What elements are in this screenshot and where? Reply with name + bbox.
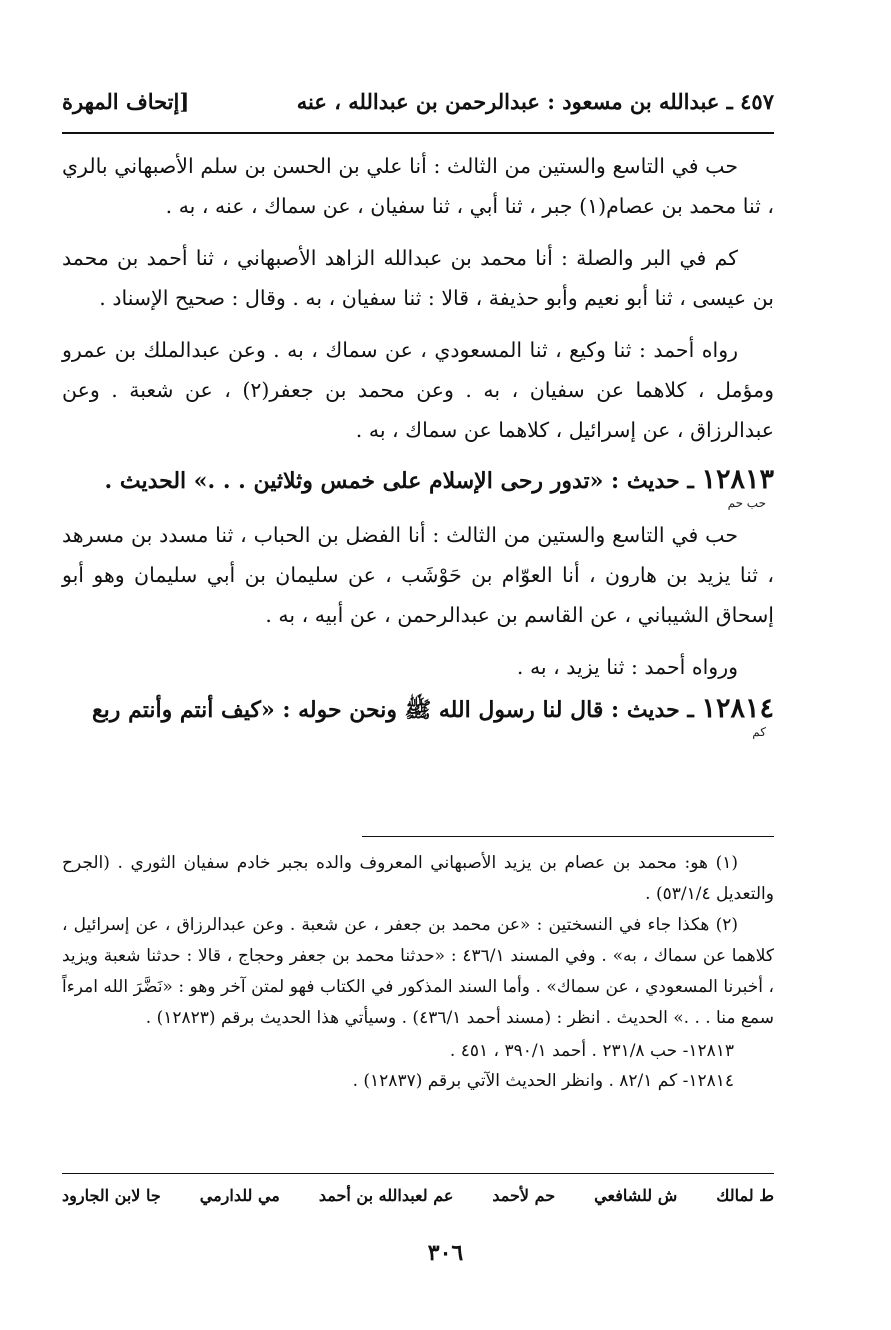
footnotes (62, 848, 774, 1096)
abbrev-malik: ط لمالك (716, 1186, 774, 1205)
abbrev-shafii: ش للشافعي (594, 1186, 678, 1205)
main-text (62, 146, 774, 744)
paragraph-hakim: كم في البر والصلة : أنا محمد بن عبدالله الزاهد الأصبهاني ، ثنا أحمد بن محمد بن عيسى ، ثنا أبو نعيم وأبو حذيفة ، قالا : ثنا سفيان ، به . وقال : صحيح الإسناد . (62, 246, 774, 310)
header-rule (62, 132, 774, 134)
hadith-text: قال لنا رسول الله ﷺ ونحن حوله : «كيف أنتم وأنتم ربع (91, 697, 604, 723)
reference-12813: ١٢٨١٣- حب ٢٣١/٨ . أحمد ٣٩٠/١ ، ٤٥١ . (449, 1041, 734, 1061)
footnote-2: (٢) هكذا جاء في النسختين : «عن محمد بن جعفر ، عن شعبة . وعن عبدالرزاق ، عن إسرائيل ، كلاهما عن سماك ، به» . وفي المسند ٤٣٦/١ : «حدثنا محمد بن جعفر وحجاج ، قالا : حدثنا شعبة ويزيد ، أخبرنا المسعودي ، عن سماك» . وأما السند المذكور في الكتاب فهو لمتن آخر وهو : «نَضَّرَ الله امرءاً سمع منا . . .» الحديث . انظر : (مسند أحمد ٤٣٦/١) . وسيأتي هذا الحديث برقم (١٢٨٢٣) . (62, 915, 774, 1028)
paragraph-ahmad: رواه أحمد : ثنا وكيع ، ثنا المسعودي ، عن سماك ، به . وعن عبدالملك بن عمرو ومؤمل ، كلاهما عن سفيان ، به . وعن محمد بن جعفر(٢) ، عن شعبة . وعن عبدالرزاق ، عن إسرائيل ، كلاهما عن سماك ، به . (62, 338, 774, 442)
hadith-text: «تدور رحى الإسلام على خمس وثلاثين . . .» الحديث . (104, 468, 604, 494)
hadith-number: ١٢٨١٣ (701, 464, 774, 495)
hadith-source-codes: حب حم (727, 496, 766, 510)
abbrev-abdullah: عم لعبدالله بن أحمد (318, 1186, 454, 1205)
abbrev-ahmad: حم لأحمد (492, 1186, 556, 1205)
hadith-heading-12813 (62, 462, 774, 499)
hadith-label: ـ حديث : (611, 697, 694, 723)
abbreviations-rule (62, 1173, 774, 1174)
paragraph-12813-ahmad: ورواه أحمد : ثنا يزيد ، به . (516, 655, 738, 679)
reference-12814: ١٢٨١٤- كم ٨٢/١ . وانظر الحديث الآتي برقم (١٢٨٣٧) . (352, 1071, 734, 1091)
abbreviations-key (62, 1186, 774, 1205)
header-chapter-title: ٤٥٧ ـ عبدالله بن مسعود : عبدالرحمن بن عبدالله ، عنه (296, 88, 774, 114)
footnote-rule (362, 836, 774, 837)
footnote-1: (١) هو: محمد بن عصام بن يزيد الأصبهاني المعروف والده بجبر خادم سفيان الثوري . (الجرح والتعديل ٥٣/١/٤) . (62, 853, 774, 904)
hadith-number: ١٢٨١٤ (701, 693, 774, 724)
hadith-label: ـ حديث : (611, 468, 694, 494)
hadith-heading-12814 (62, 691, 774, 728)
abbrev-jarud: جا لابن الجارود (62, 1186, 161, 1205)
running-header (62, 84, 774, 118)
header-book-title: [إتحاف المهرة (62, 88, 190, 114)
paragraph-hibban: حب في التاسع والستين من الثالث : أنا علي بن الحسن بن سلم الأصبهاني بالري ، ثنا محمد بن عصام(١) جبر ، ثنا أبي ، ثنا سفيان ، عن سماك ، عنه ، به . (62, 154, 774, 218)
page-number: ٣٠٦ (427, 1240, 464, 1266)
reference-list (62, 1036, 734, 1096)
hadith-source-codes: كم (752, 725, 766, 739)
abbrev-darimi: مي للدارمي (199, 1186, 280, 1205)
paragraph-12813-hibban: حب في التاسع والستين من الثالث : أنا الفضل بن الحباب ، ثنا مسدد بن مسرهد ، ثنا يزيد بن هارون ، أنا العوّام بن حَوْشَب ، عن سليمان بن أبي سليمان وهو أبو إسحاق الشيباني ، عن القاسم بن عبدالرحمن ، عن أبيه ، به . (62, 523, 774, 627)
